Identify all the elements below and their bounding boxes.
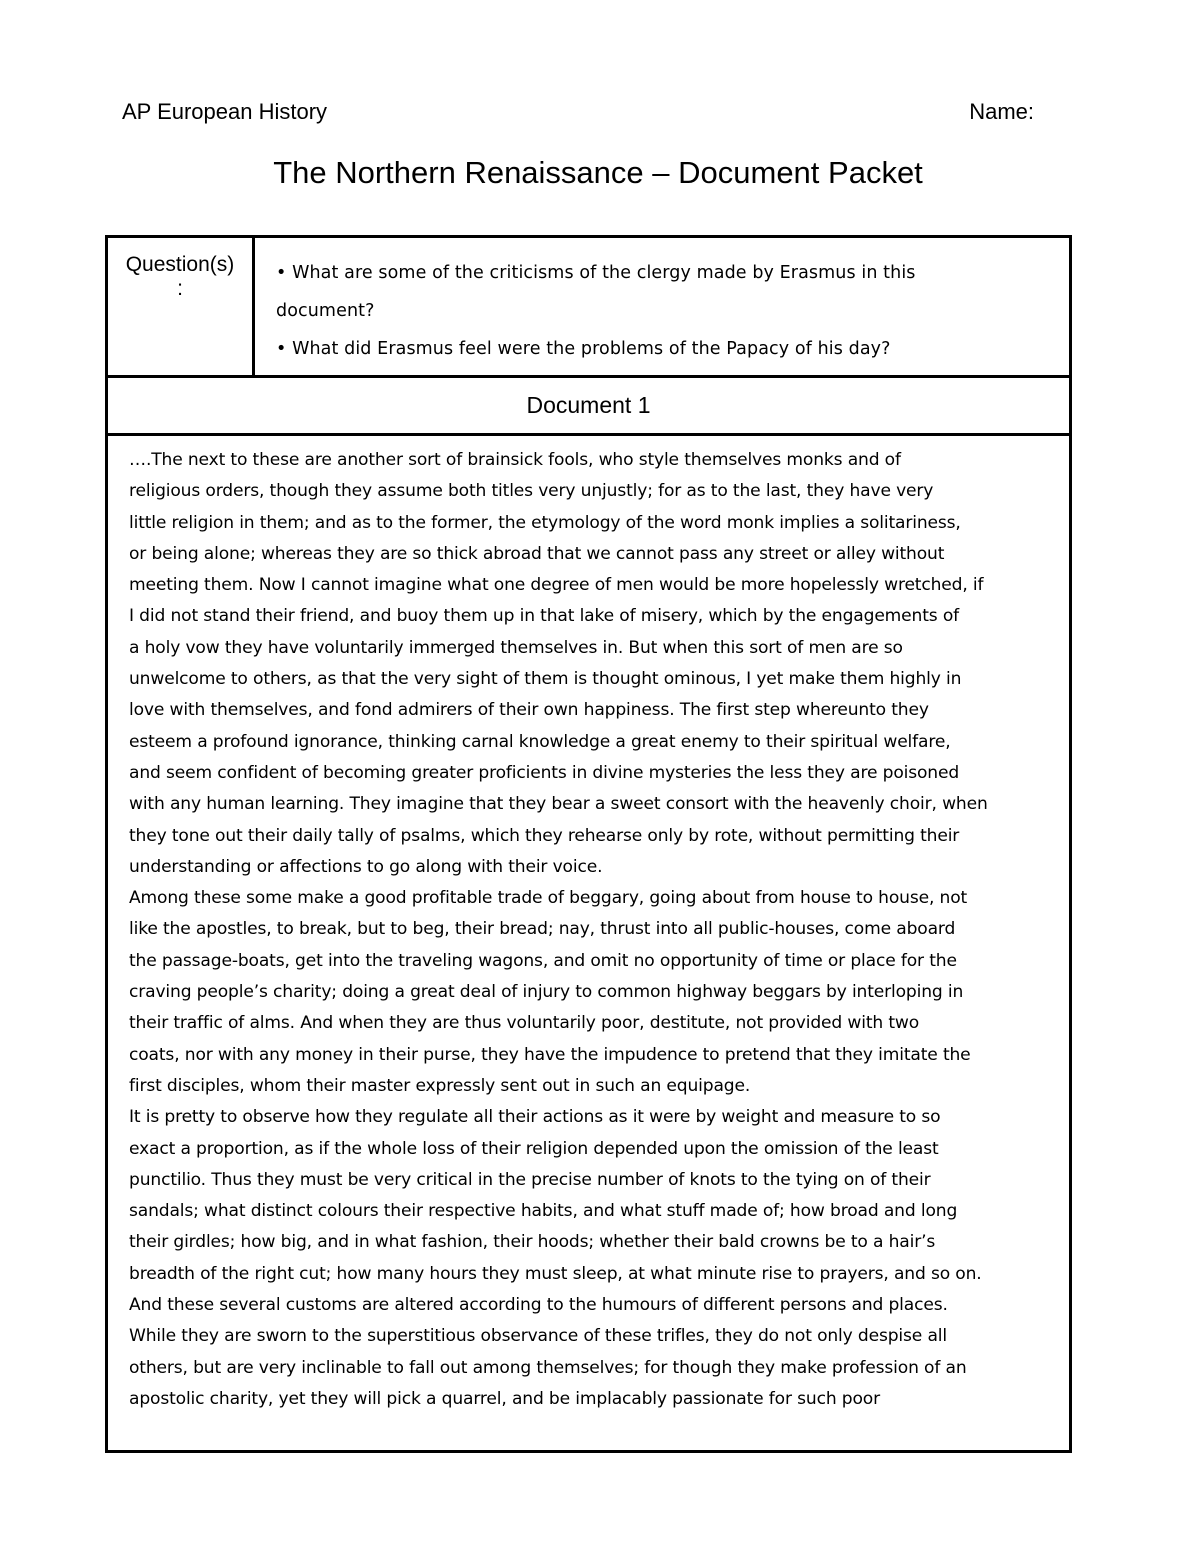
- document-text-line: little religion in them; and as to the former, the etymology of the word monk implies a solitariness,: [129, 512, 961, 533]
- document-text-line: craving people’s charity; doing a great deal of injury to common highway beggars by interloping in: [129, 982, 964, 1003]
- question-line: • What are some of the criticisms of the clergy made by Erasmus in this: [276, 263, 916, 283]
- document-heading: Document 1: [108, 378, 1069, 436]
- document-text-line: with any human learning. They imagine that they bear a sweet consort with the heavenly choir, when: [129, 794, 988, 815]
- document-text-line: their girdles; how big, and in what fashion, their hoods; whether their bald crowns be to a hair’s: [129, 1232, 936, 1253]
- document-text-line: esteem a profound ignorance, thinking carnal knowledge a great enemy to their spiritual welfare,: [129, 731, 951, 752]
- document-text-line: love with themselves, and fond admirers of their own happiness. The first step whereunto they: [129, 700, 929, 721]
- document-text-line: understanding or affections to go along with their voice.: [129, 856, 603, 877]
- document-text-line: punctilio. Thus they must be very critical in the precise number of knots to the tying on of their: [129, 1169, 931, 1190]
- document-text-line: coats, nor with any money in their purse, they have the impudence to pretend that they imitate the: [129, 1044, 971, 1065]
- document-text-line: they tone out their daily tally of psalms, which they rehearse only by rote, without permitting their: [129, 825, 960, 846]
- document-text-line: While they are sworn to the superstitious observance of these trifles, they do not only despise all: [129, 1326, 947, 1347]
- document-text-line: exact a proportion, as if the whole loss of their religion depended upon the omission of the least: [129, 1138, 939, 1159]
- questions-list: [276, 254, 996, 368]
- document-body: [129, 445, 1057, 1415]
- questions-row: [108, 238, 1069, 378]
- document-text-line: the passage-boats, get into the traveling wagons, and omit no opportunity of time or place for the: [129, 950, 957, 971]
- document-text-line: their traffic of alms. And when they are thus voluntarily poor, destitute, not provided with two: [129, 1013, 920, 1034]
- document-text-line: sandals; what distinct colours their respective habits, and what stuff made of; how broad and long: [129, 1201, 958, 1222]
- document-text-line: breadth of the right cut; how many hours they must sleep, at what minute rise to prayers, and so on.: [129, 1263, 982, 1284]
- document-text-line: like the apostles, to break, but to beg, their bread; nay, thrust into all public-houses, come aboard: [129, 919, 956, 940]
- document-packet-box: [105, 235, 1072, 1453]
- document-text-line: a holy vow they have voluntarily immerged themselves in. But when this sort of men are so: [129, 637, 903, 658]
- page-header: [122, 99, 1034, 129]
- document-text-line: first disciples, whom their master expressly sent out in such an equipage.: [129, 1075, 751, 1096]
- question-line: document?: [276, 301, 375, 321]
- document-text-line: others, but are very inclinable to fall out among themselves; for though they make profession of an: [129, 1357, 967, 1378]
- questions-label-cell: [108, 238, 255, 375]
- questions-label-colon: :: [177, 277, 183, 300]
- document-text-line: I did not stand their friend, and buoy them up in that lake of misery, which by the engagements of: [129, 606, 960, 627]
- document-text-line: And these several customs are altered according to the humours of different persons and places.: [129, 1295, 948, 1316]
- document-text-line: unwelcome to others, as that the very sight of them is thought ominous, I yet make them highly in: [129, 669, 962, 690]
- document-text-line: Among these some make a good profitable trade of beggary, going about from house to house, not: [129, 888, 968, 909]
- questions-label: Question(s): [125, 253, 235, 276]
- document-text-line: meeting them. Now I cannot imagine what one degree of men would be more hopelessly wretched, if: [129, 575, 984, 596]
- question-line: • What did Erasmus feel were the problems of the Papacy of his day?: [276, 339, 891, 359]
- course-title: AP European History: [122, 99, 328, 124]
- document-text-line: or being alone; whereas they are so thick abroad that we cannot pass any street or alley without: [129, 543, 945, 564]
- document-text-line: ….The next to these are another sort of brainsick fools, who style themselves monks and of: [129, 450, 901, 470]
- name-label: Name:: [969, 99, 1034, 124]
- document-text-line: and seem confident of becoming greater proficients in divine mysteries the less they are poisoned: [129, 762, 960, 783]
- document-text-line: It is pretty to observe how they regulate all their actions as it were by weight and measure to so: [129, 1107, 941, 1128]
- document-text-line: religious orders, though they assume both titles very unjustly; for as to the last, they have very: [129, 481, 934, 502]
- document-text-line: apostolic charity, yet they will pick a quarrel, and be implacably passionate for such poor: [129, 1388, 880, 1409]
- page-title: The Northern Renaissance – Document Packet: [273, 155, 923, 190]
